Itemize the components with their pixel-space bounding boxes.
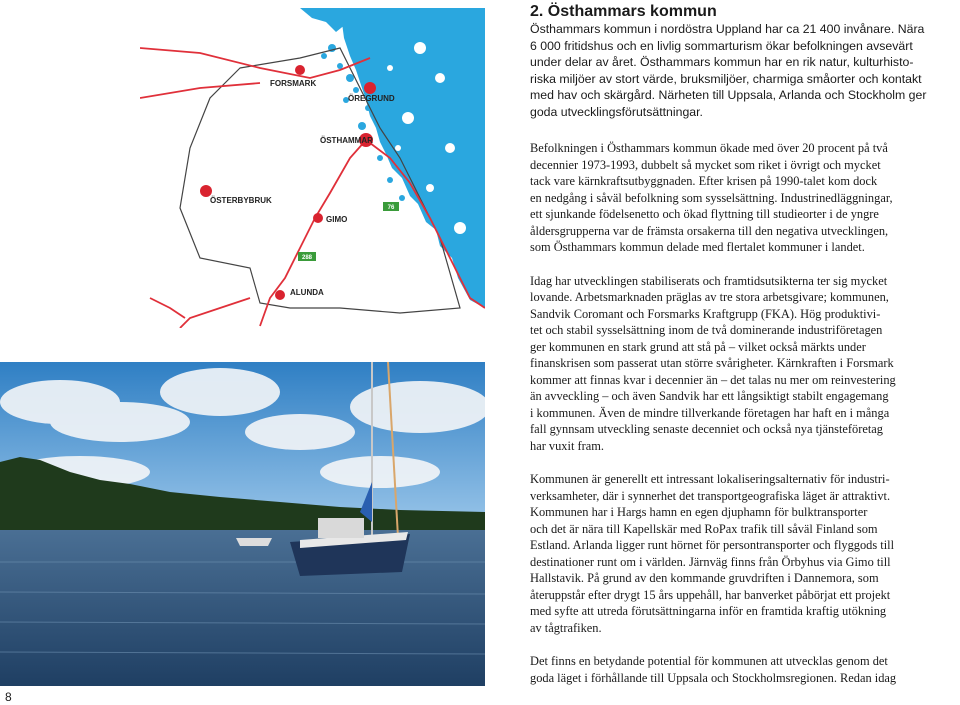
body-line: lovande. Arbetsmarknaden präglas av tre stora arbetsgivare; kommunen, bbox=[530, 290, 889, 304]
body-line: decennier 1973-1993, dubbelt så mycket som riket i övrigt och mycket bbox=[530, 157, 881, 172]
body-line: tack vare kärnkraftsutbyggnaden. Efter krisen på 1990-talet kom dock bbox=[530, 174, 878, 188]
intro-line: goda utvecklingsförutsättningar. bbox=[530, 104, 703, 119]
body-line: Sandvik Coromant och Forsmarks Kraftgrupp (FKA). Hög produktivi- bbox=[530, 306, 881, 321]
intro-line: riska miljöer av stort värde, bruksmiljöer, charmiga småorter och kontakt bbox=[530, 71, 922, 86]
label-osterbybruk: ÖSTERBYBRUK bbox=[210, 196, 272, 205]
label-forsmark: FORSMARK bbox=[270, 79, 317, 88]
body-paragraph bbox=[530, 471, 960, 636]
body-line: som Östhammars kommun delade med flertalet kommuner i landet. bbox=[530, 240, 865, 254]
town-forsmark-marker bbox=[295, 65, 305, 75]
body-line: Det finns en betydande potential för kommunen att utvecklas genom det bbox=[530, 654, 888, 668]
intro-paragraph bbox=[530, 21, 960, 120]
body-line: finanskrisen som passerat utan större svårigheter. Kärnkraften i Forsmark bbox=[530, 356, 894, 370]
road-shield-288 bbox=[298, 252, 316, 261]
svg-text:288: 288 bbox=[301, 255, 313, 261]
intro-line: under delar av året. Östhammars kommun har en rik natur, kulturhisto- bbox=[530, 55, 914, 69]
body-line: i kommunen. Även de mindre tillverkande företagen har haft en i många bbox=[530, 405, 890, 420]
label-osthammar: ÖSTHAMMAR bbox=[320, 136, 373, 145]
map-graphic bbox=[140, 8, 485, 328]
body-paragraph bbox=[530, 140, 960, 256]
body-line: verksamheter, där i synnerhet det transportgeografiska läget är attraktivt. bbox=[530, 488, 891, 503]
section-title: 2. Östhammars kommun bbox=[530, 3, 717, 20]
body-line: ger kommunen en stark grund att stå på – vilket också märkts under bbox=[530, 339, 866, 354]
intro-line: Östhammars kommun i nordöstra Uppland har ca 21 400 invånare. Nära bbox=[530, 22, 925, 36]
body-line: tet och stabil sysselsättning inom de två dominerande industriföretagen bbox=[530, 323, 883, 337]
town-alunda-marker bbox=[275, 290, 285, 300]
body-line: ett sjunkande födelsenetto och ökad flyttning till studieorter i de yngre bbox=[530, 207, 879, 221]
body-paragraph bbox=[530, 653, 960, 686]
body-line: goda läget i förhållande till Uppsala och Stockholmsregionen. Redan idag bbox=[530, 670, 897, 685]
town-gimo-marker bbox=[313, 213, 323, 223]
body-line: Kommunen har i Hargs hamn en egen djuphamn för bulktransporter bbox=[530, 505, 868, 519]
sea bbox=[0, 530, 485, 686]
body-line: fall gynnsam utveckling senaste decenniet och också nya tjänsteföretag bbox=[530, 422, 884, 436]
sea-area bbox=[340, 8, 485, 308]
body-line: Idag har utvecklingen stabiliserats och framtidsutsikterna ter sig mycket bbox=[530, 273, 888, 288]
body-line: och det är nära till Kapellskär med RoPax trafik till såväl Finland som bbox=[530, 521, 878, 536]
intro-line: 6 000 fritidshus och en livlig sommarturism ökar befolkningen avsevärt bbox=[530, 38, 913, 53]
body-line: en nedgång i såväl befolkning som sysselsättning. Industrinedläggningar, bbox=[530, 190, 893, 205]
sailboat-photo bbox=[0, 362, 485, 686]
label-oregrund: ÖREGRUND bbox=[348, 94, 395, 103]
body-line: Estland. Arlanda ligger runt hörnet för persontransporter och flyggods till bbox=[530, 538, 895, 552]
body-line: återuppstår efter drygt 15 års uppehåll, har banverket påbörjat ett projekt bbox=[530, 587, 891, 602]
body-line: destinationer runt om i världen. Järnväg finns från Örbyhus via Gimo till bbox=[530, 554, 891, 569]
intro-line: med hav och skärgård. Närheten till Uppsala, Arlanda och Stockholm ger bbox=[530, 88, 927, 102]
body-line: har vuxit fram. bbox=[530, 438, 604, 453]
small-boat bbox=[236, 538, 272, 546]
body-line: av tågtrafiken. bbox=[530, 620, 602, 635]
municipality-map bbox=[140, 8, 485, 328]
body-line: Hallstavik. På grund av den kommande gruvdriften i Dannemora, som bbox=[530, 571, 879, 585]
text-column bbox=[530, 3, 960, 686]
label-alunda: ALUNDA bbox=[290, 288, 324, 297]
page-number: 8 bbox=[5, 690, 12, 704]
photo-graphic bbox=[0, 362, 485, 686]
svg-text:76: 76 bbox=[387, 205, 395, 211]
body-line: åldersgrupperna var de främsta orsakerna till den negativa utvecklingen, bbox=[530, 223, 889, 238]
sea-area-north bbox=[300, 8, 346, 32]
body-line: med syfte att utreda förutsättningarna inför en framtida kraftig utökning bbox=[530, 604, 887, 618]
body-line: Befolkningen i Östhammars kommun ökade med över 20 procent på två bbox=[530, 141, 888, 155]
label-gimo: GIMO bbox=[326, 215, 348, 224]
body-paragraph bbox=[530, 273, 960, 455]
body-line: Kommunen är generellt ett intressant lokaliseringsalternativ för industri- bbox=[530, 472, 890, 486]
body-line: än avveckling – och även Sandvik har ett långsiktigt stabilt engagemang bbox=[530, 389, 889, 403]
road-shield-76 bbox=[383, 202, 399, 211]
town-oregrund-marker bbox=[364, 82, 376, 94]
body-line: kommer att finnas kvar i decennier än – det talas nu mer om reinvestering bbox=[530, 372, 896, 387]
